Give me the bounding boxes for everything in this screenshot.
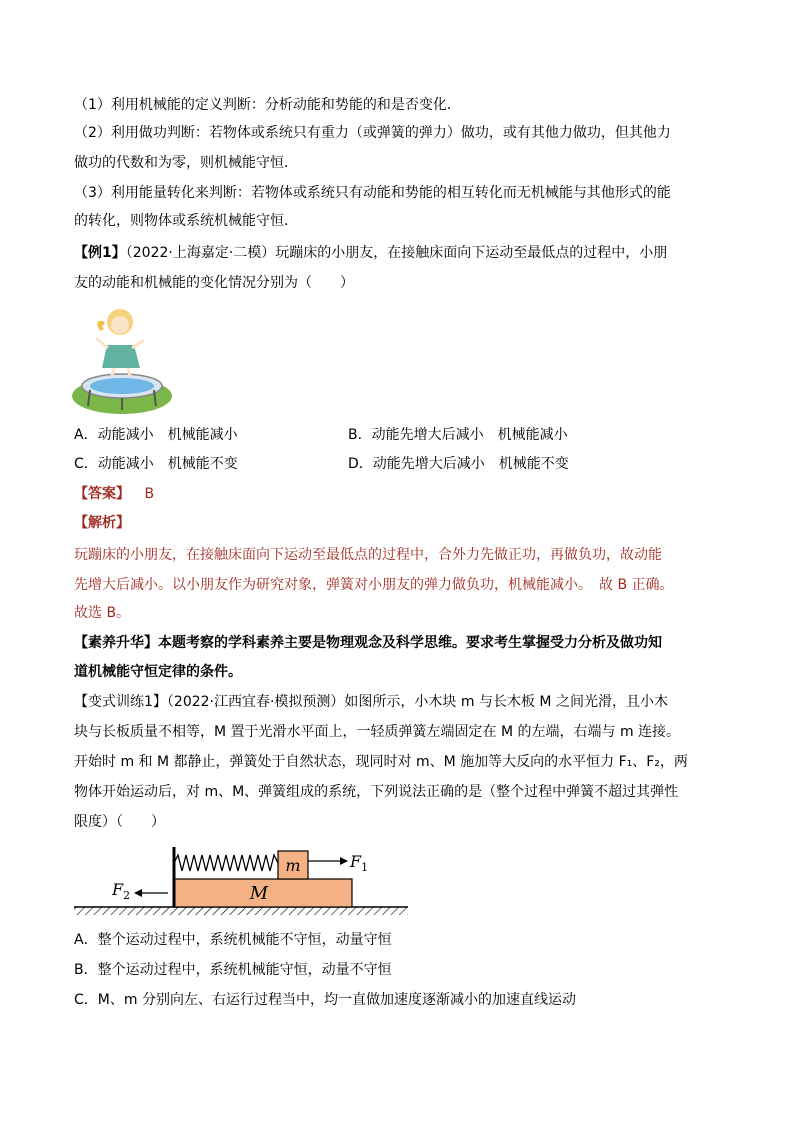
example-option-d: D．动能先增大后减小 机械能不变	[348, 456, 569, 472]
analysis-line3: 故选 B。	[74, 605, 131, 621]
example-tag: 【例1】	[74, 245, 126, 261]
example-1-line1	[74, 243, 734, 263]
answer-tag: 【答案】	[74, 486, 130, 502]
example-option-a: A．动能减小 机械能减小	[74, 427, 238, 443]
variant-option-c: C．M、m 分别向左、右运行过程当中，均一直做加速度逐渐减小的加速直线运动	[74, 992, 576, 1008]
variant-line4: 物体开始运动后，对 m、M、弹簧组成的系统，下列说法正确的是（整个过程中弹簧不超过其弹性	[74, 784, 679, 800]
method-1: （1）利用机械能的定义判断：分析动能和势能的和是否变化．	[74, 97, 461, 113]
variant-line5: 限度）（ ）	[74, 814, 165, 830]
example-option-b: B．动能先增大后减小 机械能减小	[348, 427, 568, 443]
block-m-label: m	[285, 856, 301, 875]
trampoline-child-image	[72, 300, 172, 418]
example-1-line2: 友的动能和机械能的变化情况分别为（ ）	[74, 275, 354, 291]
literacy-line2: 道机械能守恒定律的条件。	[74, 664, 242, 680]
spring-block-diagram	[72, 843, 412, 918]
variant-option-b: B．整个运动过程中，系统机械能守恒，动量不守恒	[74, 962, 392, 978]
force-f2-label: $F_2$	[112, 880, 131, 902]
method-3-line2: 的转化，则物体或系统机械能守恒．	[74, 213, 298, 229]
force-f1-label: $F_1$	[350, 852, 369, 874]
method-2-line1: （2）利用做功判断：若物体或系统只有重力（或弹簧的弹力）做功，或有其他力做功，但其他力	[74, 125, 671, 141]
variant-option-a: A．整个运动过程中，系统机械能不守恒，动量守恒	[74, 932, 392, 948]
example-text: （2022·上海嘉定·二模）玩蹦床的小朋友，在接触床面向下运动至最低点的过程中，小朋	[125, 245, 668, 261]
answer-line	[74, 484, 734, 504]
analysis-line2: 先增大后减小。以小朋友作为研究对象，弹簧对小朋友的弹力做负功，机械能减小。 故 B 正确。	[74, 577, 674, 593]
method-2-line2: 做功的代数和为零，则机械能守恒．	[74, 155, 298, 171]
board-M-label: M	[249, 883, 269, 904]
example-option-c: C．动能减小 机械能不变	[74, 456, 238, 472]
variant-line2: 块与长板质量不相等，M 置于光滑水平面上，一轻质弹簧左端固定在 M 的左端，右端与 m 连接。	[74, 724, 681, 740]
variant-line3: 开始时 m 和 M 都静止，弹簧处于自然状态，现同时对 m、M 施加等大反向的水平恒力 F₁、F₂，两	[74, 754, 688, 770]
answer-value: B	[144, 486, 155, 502]
analysis-line1: 玩蹦床的小朋友，在接触床面向下运动至最低点的过程中，合外力先做正功，再做负功，故动能	[74, 547, 662, 563]
variant-line1: 【变式训练1】（2022·江西宜春·模拟预测）如图所示，小木块 m 与长木板 M 之间光滑，且小木	[74, 694, 668, 710]
literacy-line1: 【素养升华】本题考察的学科素养主要是物理观念及科学思维。要求考生掌握受力分析及做功知	[74, 635, 662, 651]
analysis-tag: 【解析】	[74, 515, 130, 531]
method-3-line1: （3）利用能量转化来判断：若物体或系统只有动能和势能的相互转化而无机械能与其他形式的能	[74, 185, 671, 201]
